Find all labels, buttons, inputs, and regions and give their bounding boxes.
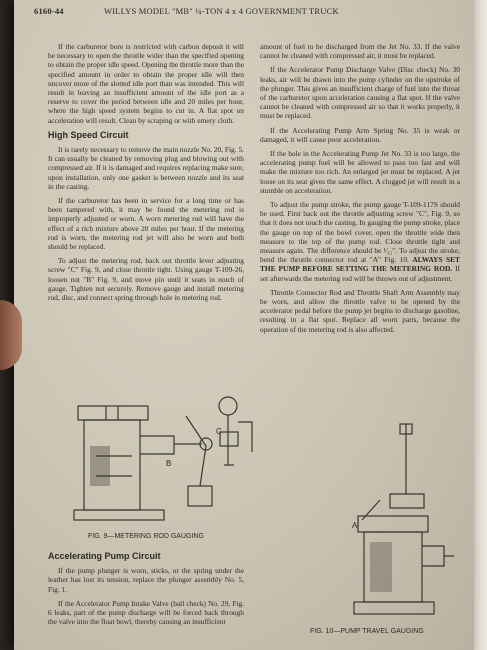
label-b: B bbox=[166, 459, 172, 468]
paragraph: If the Accelerator Pump Discharge Valve (Disc check) No. 30 leaks, air will be drawn into the pump cylinder on the upstroke of the plunger. This gives an insufficient charge of fuel into the throat of the carburetor upon acceleration causing a flat spot. If the valve cannot be cleaned with compressed air so that it works properly, it must be replaced. bbox=[260, 65, 460, 121]
figure-9-detail-gauge bbox=[210, 392, 258, 478]
paragraph: If the Accelerating Pump Arm Spring No. 35 is weak or damaged, it will cause poor acceleration. bbox=[260, 125, 460, 144]
running-title: WILLYS MODEL "MB" ¼-TON 4 x 4 GOVERNMENT TRUCK bbox=[104, 6, 339, 16]
thumb bbox=[0, 300, 22, 370]
figure-10-illustration bbox=[350, 420, 458, 626]
pump-stroke-text: To adjust the pump stroke, the pump gauge T-109-117S should be used. First back out the throttle adjusting screw "C", Fig. 9, so that it does not touch the casting. In gauging the pump stroke, place the gauge on top of the bowl cover, open the throttle wide then measure to the top of the pump rod. Close throttle tight and measure again. The difference should be ¹⁄₃₂". To adjust the stroke, bend the throttle connector rod at "A" Fig. 10. bbox=[260, 200, 460, 265]
paragraph: To adjust the metering rod, back out throttle lever adjusting screw "C" Fig. 9, and close throttle tight. Using gauge T-109-26, loosen nut "B" Fig. 9, and move pin until it seats in notch of gauge. Tighten nut securely. Remove gauge and install metering rod, disc, and connect spring through hole in metering rod. bbox=[48, 256, 244, 303]
paragraph: If the Accelerator Pump Intake Valve (ball check) No. 29, Fig. 6 leaks, part of the pump discharge will be forced back through the valve into the float bowl, thereby causing an insufficient bbox=[48, 598, 244, 627]
label-c: C bbox=[216, 427, 222, 436]
page-header bbox=[34, 4, 466, 18]
paragraph: If the pump plunger is worn, sticks, or the spring under the leather has lost its tension, replace the plunger assembly No. 5, Fig. 1. bbox=[48, 566, 244, 594]
paragraph: If the hole in the Accelerating Pump Jet No. 33 is too large, the accelerating pump fuel will be allowed to pass too fast and will make the mixture too rich. An enlarged jet must be replaced. A jet loose on its seat gives the same effect. A clogged jet will result in a stumble on acceleration. bbox=[260, 149, 460, 195]
left-column bbox=[48, 42, 244, 307]
paragraph bbox=[260, 200, 460, 283]
pump-warning: ALWAYS SET THE PUMP BEFORE SETTING THE METERING ROD. bbox=[260, 255, 460, 274]
section-heading-accelerating-pump: Accelerating Pump Circuit bbox=[48, 551, 161, 561]
section-heading-high-speed: High Speed Circuit bbox=[48, 129, 129, 140]
pump-warning-followup: If set afterwards the metering rod will be thrown out of adjustment. bbox=[260, 264, 460, 283]
paragraph: amount of fuel to be discharged from the Jet No. 33. If the valve cannot be cleaned with compressed air, it must be replaced. bbox=[260, 42, 460, 61]
paragraph: Throttle Connector Rod and Throttle Shaft Arm Assembly may be worn, and allow the throttle valve to be opened by the accelerator pedal before the pump jet begins to discharge gasoline, resulting in a flat spot. Replace all worn parts, because the operation of the metering rod is also affected. bbox=[260, 287, 460, 334]
figure-10-caption: FIG. 10—PUMP TRAVEL GAUGING bbox=[310, 628, 424, 635]
label-a: A bbox=[352, 521, 358, 530]
right-column bbox=[260, 42, 460, 339]
paragraph: If the carburetor has been in service for a long time or has been tampered with, it may be found the metering rod is improperly adjusted or worn. A worn metering rod will have the effect of a rich mixture above 20 miles per hour. If the metering rod is worn, the metering rod jet will also be worn and both should be replaced. bbox=[48, 196, 244, 252]
paragraph: It is rarely necessary to remove the main nozzle No. 20, Fig. 5. It can usually be cleaned by removing plug and blowing out with compressed air. If it is damaged and requires replacing make sure, upon installation, only one gasket is between nozzle and its seat in the casting. bbox=[48, 145, 244, 191]
manual-page bbox=[14, 0, 474, 650]
left-column-lower bbox=[48, 546, 244, 631]
figure-9-caption: FIG. 9—METERING ROD GAUGING bbox=[88, 533, 204, 540]
page-number: 6160-44 bbox=[34, 6, 64, 16]
paragraph: If the carburetor bore is restricted with carbon deposit it will be necessary to open the throttle wider than the specified opening to obtain the proper idle speed. Opening the throttle more than the specified amount in order to obtain the proper idle will then uncover more of the slotted idle port than was intended. This will result in leaving an insufficient amount of the idle port as a reserve to cover the period between idle and 20 miles per hour, where the high speed system begins to cut in. A flat spot on acceleration will result. Clean by scraping or with emery cloth. bbox=[48, 42, 244, 125]
